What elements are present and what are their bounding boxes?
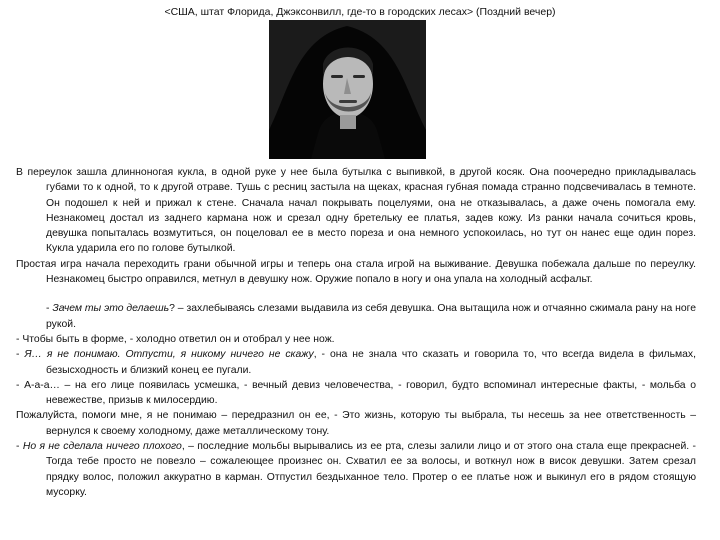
dialogue-speech: Зачем ты это делаешь (52, 303, 170, 315)
dialogue-line (16, 408, 696, 439)
dialogue-dash: - (46, 303, 53, 315)
page-heading: <США, штат Флорида, Джэксонвилл, где-то в городских лесах> (Поздний вечер) (164, 6, 556, 18)
dialogue-dash: - (16, 441, 23, 453)
dialogue-narration: Пожалуйста, помоги мне, я не понимаю – передразнил он ее, - Это жизнь, которую ты выбрала, ты несешь за нее ответственность – вернулся к своему холодному, даже металлическому тону. (16, 410, 696, 437)
dialogue-narration: - Чтобы быть в форме, - холодно ответил он и отобрал у нее нож. (16, 333, 335, 345)
dialogue-line (16, 347, 696, 378)
dialogue-narration: , – последние мольбы вырывались из ее рта, слезы залили лицо и от этого она стала еще прекрасней. - Тогда тебе просто не повезло – сожалеющее произнес он. Схватил ее за волосы, и воткнул нож в висок девушки. Затем срезал прядку волос, положил аккуратно в карман. Отпустил бездыханное тело. Протер о ее платье нож и выкинул его в рядом стоящую мусорку. (46, 441, 696, 498)
paragraph (16, 257, 696, 288)
hooded-man-portrait-icon (269, 20, 426, 159)
dialogue-line (16, 439, 696, 500)
dialogue-line (16, 332, 696, 347)
dialogue-narration: , - она не знала что сказать и говорила то, что всегда видела в фильмах, безысходность и близкий конец ее пугали. (46, 349, 696, 376)
dialogue-narration: - А-а-а… – на его лице появилась усмешка, - вечный девиз человечества, - говорил, будто вспоминал интересные факты, - мольба о невежестве, призыв к милосердию. (16, 379, 696, 407)
dialogue-speech: Но я не сделала ничего плохого (22, 441, 182, 453)
dialogue-speech: Я… я не понимаю. Отпусти, я никому ничего не скажу (24, 349, 314, 361)
portrait-photo (269, 20, 426, 159)
dialogue-dash: - (16, 349, 25, 361)
dialogue-line (16, 301, 696, 332)
paragraph (16, 165, 696, 257)
paragraph-text: Простая игра начала переходить грани обычной игры и теперь она стала игрой на выживание. Девушка побежала дальше по переулку. Незнакомец быстро оправился, метнул в девушку нож. Оружие попало в ногу и она упала на холодный асфальт. (16, 258, 696, 286)
dialogue-line (16, 378, 696, 409)
story-text (16, 165, 696, 500)
dialogue-narration: ? – захлебываясь слезами выдавила из себя девушка. Она вытащила нож и отчаянно сжимала рану на ноге рукой. (46, 303, 696, 330)
paragraph-text: В переулок зашла длинноногая кукла, в одной руке у нее была бутылка с выпивкой, в другой косяк. Она поочередно прикладывалась губами то к одной, то к другой отраве. Тушь с ресниц застыла на щеках, красная губная помада странно подсвечивалась в темноте. Он подошел к ней и прижал к стене. Сначала начал покрывать поцелуями, она не отказывалась, а даже очень помогала ему. Незнакомец достал из заднего кармана нож и срезал одну бретельку ее платья, задев кожу. Из ранки начала сочиться кровь, девушка попыталась возмутиться, он поцеловал ее в место пореза и она немного успокоилась, но тут он нанес еще один порез. Кукла ударила его по голове бутылкой. (16, 167, 696, 255)
